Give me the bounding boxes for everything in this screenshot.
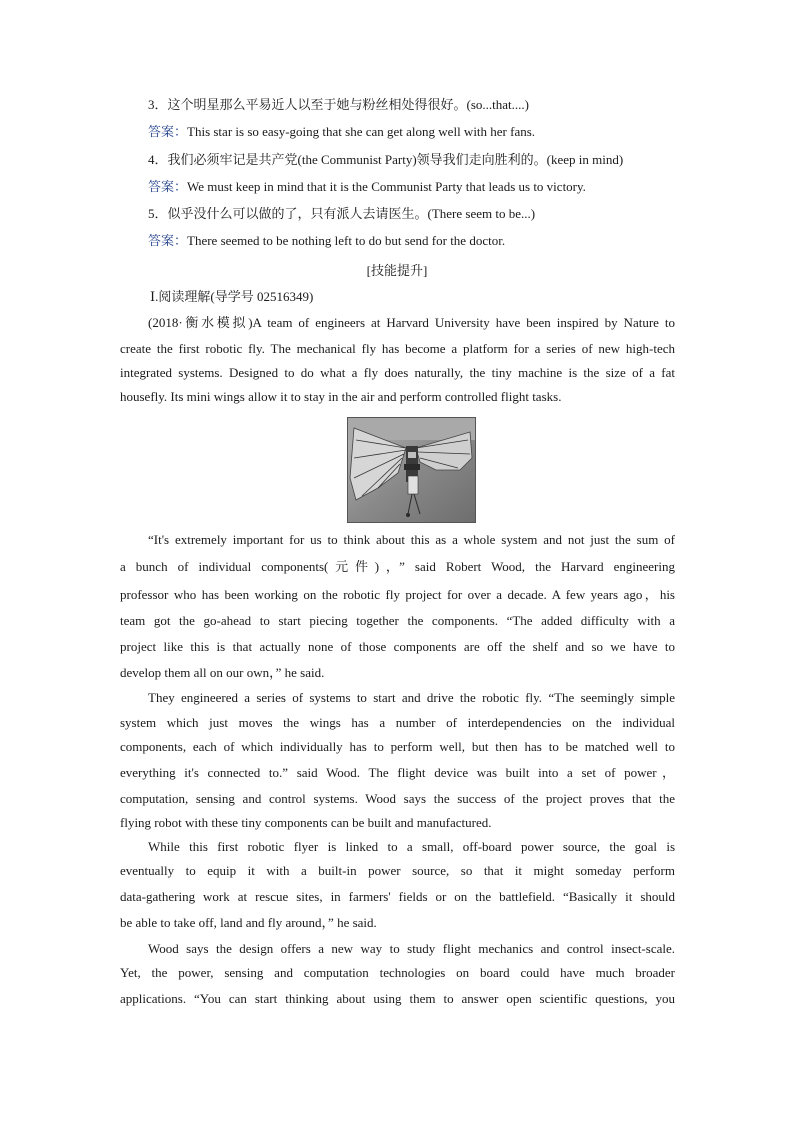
paragraph-2-line: “It's extremely important for us to think about this as a whole system and not just the sum of (148, 532, 675, 547)
exercise-5-answer-line (148, 232, 505, 250)
reading-title: Ⅰ.阅读理解(导学号 02516349) (150, 289, 314, 304)
paragraph-3-line: everything it's connected to.” said Wood. The flight device was built into a set of power， (120, 765, 675, 780)
paragraph-5-line: Wood says the design offers a new way to study flight mechanics and control insect-scale. (148, 941, 675, 956)
robotic-fly-icon (348, 418, 475, 522)
paragraph-3-line: computation, sensing and control systems. Wood says the success of the project proves that the (120, 791, 675, 806)
paragraph-1-line: (2018·衡水模拟)A team of engineers at Harvard University have been inspired by Nature to (148, 315, 675, 330)
exercise-4-question: 4．我们必须牢记是共产党(the Communist Party)领导我们走向胜利的。(keep in mind) (148, 152, 624, 167)
paragraph-4-line: eventually to equip it with a built-in power source, so that it might someday perform (120, 863, 675, 878)
exercise-5-question: 5．似乎没什么可以做的了，只有派人去请医生。(There seem to be...) (148, 206, 536, 221)
paragraph-4-line: While this first robotic flyer is linked to a small, off-board power source, the goal is (148, 839, 675, 854)
paragraph-4-line: data-gathering work at rescue sites, in farmers' fields or on the battlefield. “Basically it should (120, 889, 675, 904)
robotic-fly-photo (347, 417, 476, 523)
exercise-4-answer-line (148, 178, 586, 196)
paragraph-3-line: flying robot with these tiny components can be built and manufactured. (120, 815, 492, 830)
paragraph-2-line: project like this is that actually none of those components are off the shelf and so we have to (120, 639, 675, 654)
answer-label: 答案： (148, 124, 188, 139)
exercise-3-answer: This star is so easy-going that she can get along well with her fans. (187, 124, 536, 139)
paragraph-3-line: components, each of which individually has to perform well, but then has to be matched well to (120, 739, 675, 754)
section-heading: [技能提升] (366, 263, 428, 278)
paragraph-1-line: housefly. Its mini wings allow it to stay in the air and perform controlled flight tasks. (120, 389, 562, 404)
answer-label: 答案： (148, 233, 188, 248)
paragraph-5-line: applications. “You can start thinking about using them to answer open scientific questions, you (120, 991, 675, 1006)
paragraph-4-line: be able to take off, land and fly around，” he said. (120, 915, 377, 930)
exercise-5-answer: There seemed to be nothing left to do but send for the doctor. (187, 233, 506, 248)
exercise-3-question: 3．这个明星那么平易近人以至于她与粉丝相处得很好。(so...that....) (148, 97, 529, 112)
paragraph-1-line: create the first robotic fly. The mechanical fly has become a platform for a series of new high-tech (120, 341, 675, 356)
paragraph-1-line: integrated systems. Designed to do what a fly does naturally, the tiny machine is the size of a fat (120, 365, 675, 380)
paragraph-2-line: a bunch of individual components(元件)，” said Robert Wood, the Harvard engineering (120, 559, 675, 574)
paragraph-3-line: They engineered a series of systems to start and drive the robotic fly. “The seemingly simple (148, 690, 675, 705)
answer-label: 答案： (148, 179, 188, 194)
paragraph-5-line: Yet, the power, sensing and computation technologies on board could have much broader (120, 965, 675, 980)
paragraph-2-line: team got the go-ahead to start piecing together the components. “The added difficulty with a (120, 613, 675, 628)
paragraph-2-line: professor who has been working on the robotic fly project for over a decade. A few years ago，his (120, 587, 675, 602)
paragraph-2-line: develop them all on our own，” he said. (120, 665, 325, 680)
exercise-3-answer-line (148, 123, 535, 141)
paragraph-3-line: system which just moves the wings has a number of interdependencies on the individual (120, 715, 675, 730)
exercise-4-answer: We must keep in mind that it is the Communist Party that leads us to victory. (187, 179, 586, 194)
